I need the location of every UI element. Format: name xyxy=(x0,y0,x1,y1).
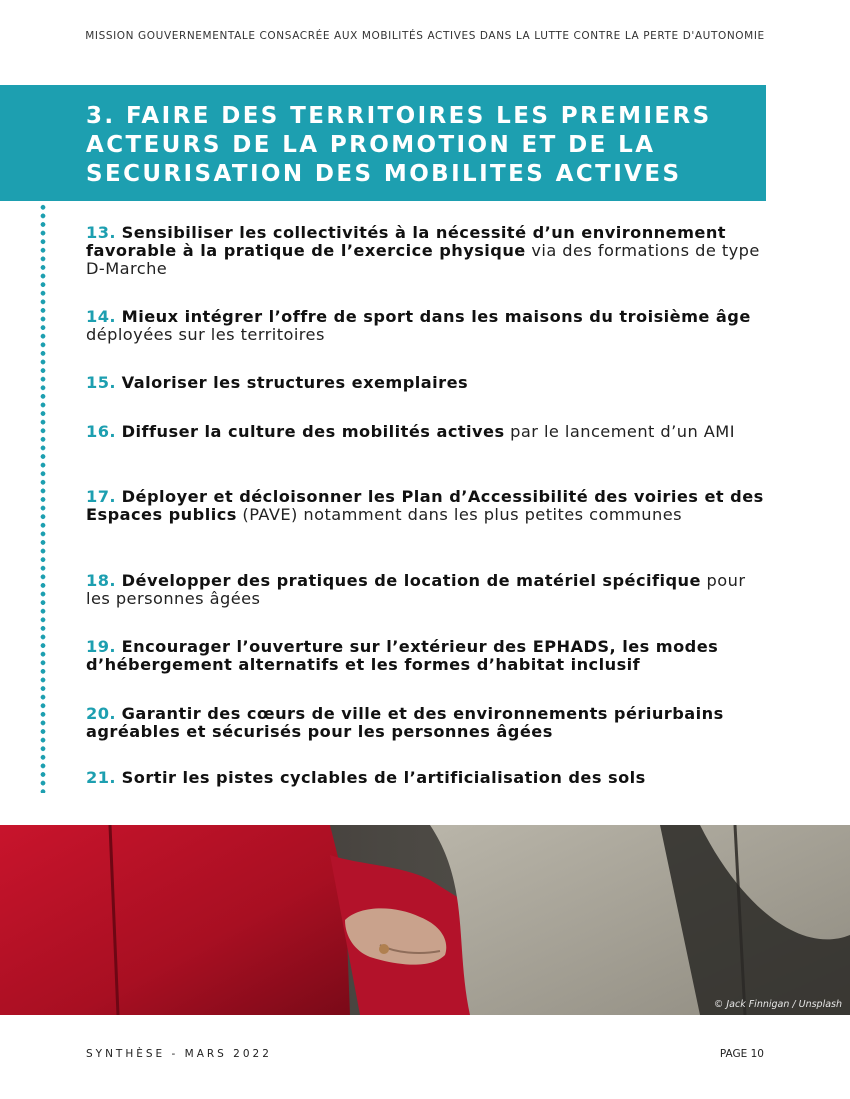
recommendation-strong: Garantir des cœurs de ville et des environnements périurbains agréables et sécurisés pour les personnes âgées xyxy=(86,704,724,741)
section-title-line-1: 3. FAIRE DES TERRITOIRES LES PREMIERS xyxy=(86,103,712,129)
recommendation-strong: Sensibiliser les collectivités à la nécessité d’un environnement favorable à la pratique de l’exercice physique xyxy=(86,223,726,260)
recommendation-number: 16. xyxy=(86,422,117,441)
page-number: PAGE 10 xyxy=(719,1048,764,1060)
recommendation-strong: Encourager l’ouverture sur l’extérieur des EPHADS, les modes d’hébergement alternatifs et les formes d’habitat inclusif xyxy=(86,637,719,674)
recommendation-number: 15. xyxy=(86,373,117,392)
recommendation-14 xyxy=(86,308,770,344)
recommendation-number: 18. xyxy=(86,571,117,590)
recommendation-strong: Diffuser la culture des mobilités actives xyxy=(121,422,505,441)
dotted-divider xyxy=(40,203,46,793)
recommendation-rest: via des formations de type D-Marche xyxy=(86,241,760,278)
footer-publication: SYNTHÈSE - MARS 2022 xyxy=(86,1048,272,1060)
recommendation-19 xyxy=(86,638,770,674)
recommendation-strong: Mieux intégrer l’offre de sport dans les maisons du troisième âge xyxy=(121,307,751,326)
recommendation-number: 20. xyxy=(86,704,117,723)
recommendation-20 xyxy=(86,705,770,741)
recommendation-strong: Développer des pratiques de location de matériel spécifique xyxy=(121,571,701,590)
recommendation-16 xyxy=(86,423,770,441)
section-title-line-3: SECURISATION DES MOBILITES ACTIVES xyxy=(86,161,682,187)
recommendation-rest: pour les personnes âgées xyxy=(86,571,746,608)
recommendation-18 xyxy=(86,572,770,608)
section-title xyxy=(86,102,756,189)
photo-credit: © Jack Finnigan / Unsplash xyxy=(713,999,842,1010)
recommendation-number: 21. xyxy=(86,768,117,787)
recommendation-strong: Valoriser les structures exemplaires xyxy=(121,373,469,392)
recommendation-number: 13. xyxy=(86,223,117,242)
recommendation-21 xyxy=(86,769,770,787)
recommendation-15 xyxy=(86,374,770,392)
recommendation-number: 17. xyxy=(86,487,117,506)
recommendation-strong: Déployer et décloisonner les Plan d’Accessibilité des voiries et des Espaces publics xyxy=(86,487,764,524)
photo-illustration xyxy=(0,825,850,1015)
section-title-line-2: ACTEURS DE LA PROMOTION ET DE LA xyxy=(86,132,656,158)
recommendation-rest: déployées sur les territoires xyxy=(86,325,325,344)
recommendation-number: 14. xyxy=(86,307,117,326)
recommendation-number: 19. xyxy=(86,637,117,656)
photo-elderly-holding-hands xyxy=(0,825,850,1015)
recommendation-rest: (PAVE) notamment dans les plus petites communes xyxy=(236,505,682,524)
recommendation-rest: par le lancement d’un AMI xyxy=(504,422,735,441)
recommendation-17 xyxy=(86,488,770,524)
recommendation-strong: Sortir les pistes cyclables de l’artificialisation des sols xyxy=(121,768,646,787)
running-header: MISSION GOUVERNEMENTALE CONSACRÉE AUX MOBILITÉS ACTIVES DANS LA LUTTE CONTRE LA PERTE D'AUTONOMIE xyxy=(85,30,765,42)
recommendation-13 xyxy=(86,224,770,278)
